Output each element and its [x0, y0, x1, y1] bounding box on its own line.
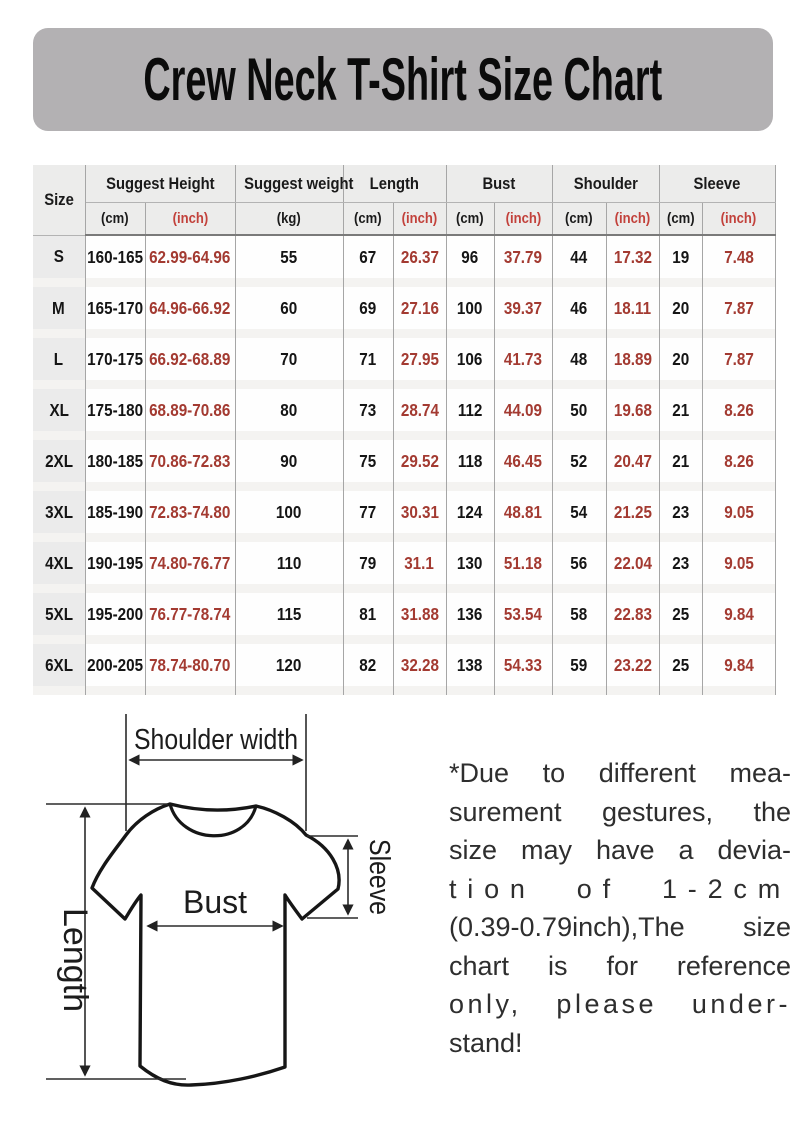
- table-cell: 27.95: [393, 338, 446, 389]
- table-cell: 19: [659, 235, 702, 287]
- table-cell: 118: [446, 440, 494, 491]
- table-cell: 58: [552, 593, 606, 644]
- table-body: [33, 235, 775, 695]
- column-header: Shoulder: [552, 165, 659, 203]
- size-cell: 6XL: [33, 644, 85, 695]
- table-cell: 23.22: [606, 644, 659, 695]
- table-cell: 106: [446, 338, 494, 389]
- table-cell: 72.83-74.80: [145, 491, 235, 542]
- table-cell: 67: [343, 235, 393, 287]
- column-header: Length: [343, 165, 446, 203]
- table-cell: 160-165: [85, 235, 145, 287]
- unit-header: (cm): [552, 203, 606, 236]
- size-table-container: [33, 165, 775, 695]
- table-cell: 37.79: [494, 235, 552, 287]
- table-cell: 21: [659, 440, 702, 491]
- table-cell: 23: [659, 491, 702, 542]
- table-row: [33, 491, 775, 542]
- unit-header: (inch): [145, 203, 235, 236]
- table-cell: 54.33: [494, 644, 552, 695]
- table-cell: 73: [343, 389, 393, 440]
- unit-header: (inch): [494, 203, 552, 236]
- table-row: [33, 593, 775, 644]
- table-row: [33, 644, 775, 695]
- table-cell: 80: [235, 389, 343, 440]
- table-cell: 9.84: [702, 644, 775, 695]
- table-cell: 17.32: [606, 235, 659, 287]
- bust-label: Bust: [182, 884, 248, 920]
- disclaimer-line: surement gestures, the: [449, 796, 791, 827]
- table-cell: 8.26: [702, 440, 775, 491]
- table-cell: 74.80-76.77: [145, 542, 235, 593]
- table-cell: 70: [235, 338, 343, 389]
- table-cell: 70.86-72.83: [145, 440, 235, 491]
- table-cell: 18.11: [606, 287, 659, 338]
- table-cell: 115: [235, 593, 343, 644]
- table-cell: 9.05: [702, 491, 775, 542]
- size-cell: 4XL: [33, 542, 85, 593]
- tshirt-diagram-svg: [18, 698, 448, 1122]
- table-cell: 21: [659, 389, 702, 440]
- table-cell: 19.68: [606, 389, 659, 440]
- table-cell: 66.92-68.89: [145, 338, 235, 389]
- table-cell: 52: [552, 440, 606, 491]
- table-cell: 195-200: [85, 593, 145, 644]
- table-cell: 100: [446, 287, 494, 338]
- tshirt-outline: [92, 804, 339, 1085]
- table-cell: 32.28: [393, 644, 446, 695]
- unit-header: (cm): [343, 203, 393, 236]
- size-cell: XL: [33, 389, 85, 440]
- table-cell: 46: [552, 287, 606, 338]
- table-cell: 31.88: [393, 593, 446, 644]
- table-cell: 51.18: [494, 542, 552, 593]
- disclaimer-line: chart is for reference: [449, 950, 791, 981]
- table-cell: 175-180: [85, 389, 145, 440]
- table-cell: 69: [343, 287, 393, 338]
- table-cell: 21.25: [606, 491, 659, 542]
- table-cell: 20: [659, 338, 702, 389]
- table-cell: 7.48: [702, 235, 775, 287]
- table-cell: 76.77-78.74: [145, 593, 235, 644]
- table-cell: 48.81: [494, 491, 552, 542]
- table-header: [33, 165, 775, 235]
- table-cell: 79: [343, 542, 393, 593]
- table-cell: 28.74: [393, 389, 446, 440]
- unit-header: (inch): [606, 203, 659, 236]
- table-cell: 71: [343, 338, 393, 389]
- table-row: [33, 338, 775, 389]
- sleeve-label: Sleeve: [363, 839, 395, 928]
- disclaimer-line: tion of 1-2cm: [449, 873, 791, 904]
- size-cell: 3XL: [33, 491, 85, 542]
- table-cell: 180-185: [85, 440, 145, 491]
- table-cell: 100: [235, 491, 343, 542]
- table-cell: 130: [446, 542, 494, 593]
- table-cell: 165-170: [85, 287, 145, 338]
- table-cell: 170-175: [85, 338, 145, 389]
- table-cell: 48: [552, 338, 606, 389]
- table-cell: 64.96-66.92: [145, 287, 235, 338]
- table-row: [33, 440, 775, 491]
- table-row: [33, 235, 775, 287]
- unit-header: (kg): [235, 203, 343, 236]
- table-cell: 23: [659, 542, 702, 593]
- disclaimer-note: [449, 754, 791, 1062]
- table-cell: 20.47: [606, 440, 659, 491]
- table-cell: 78.74-80.70: [145, 644, 235, 695]
- table-cell: 50: [552, 389, 606, 440]
- table-cell: 18.89: [606, 338, 659, 389]
- table-cell: 7.87: [702, 338, 775, 389]
- unit-header: (cm): [659, 203, 702, 236]
- table-cell: 96: [446, 235, 494, 287]
- table-cell: 54: [552, 491, 606, 542]
- size-cell: L: [33, 338, 85, 389]
- column-header: Sleeve: [659, 165, 775, 203]
- header-group-row: [33, 165, 775, 203]
- table-cell: 77: [343, 491, 393, 542]
- length-label: Length: [56, 908, 94, 1012]
- table-row: [33, 542, 775, 593]
- title-banner: [33, 28, 773, 131]
- table-cell: 26.37: [393, 235, 446, 287]
- table-cell: 60: [235, 287, 343, 338]
- table-cell: 75: [343, 440, 393, 491]
- table-cell: 112: [446, 389, 494, 440]
- table-cell: 46.45: [494, 440, 552, 491]
- table-cell: 20: [659, 287, 702, 338]
- table-cell: 55: [235, 235, 343, 287]
- table-cell: 22.83: [606, 593, 659, 644]
- table-cell: 9.05: [702, 542, 775, 593]
- table-cell: 22.04: [606, 542, 659, 593]
- table-cell: 25: [659, 644, 702, 695]
- table-cell: 8.26: [702, 389, 775, 440]
- table-cell: 7.87: [702, 287, 775, 338]
- shoulder-width-label: Shoulder width: [134, 724, 298, 756]
- table-cell: 136: [446, 593, 494, 644]
- table-cell: 41.73: [494, 338, 552, 389]
- disclaimer-line: stand!: [449, 1027, 523, 1058]
- table-cell: 31.1: [393, 542, 446, 593]
- page-title: Crew Neck T-Shirt Size Chart: [143, 46, 663, 113]
- table-row: [33, 389, 775, 440]
- disclaimer-line: (0.39-0.79inch),The size: [449, 912, 791, 942]
- disclaimer-line: size may have a devia-: [449, 835, 791, 865]
- table-cell: 29.52: [393, 440, 446, 491]
- table-cell: 39.37: [494, 287, 552, 338]
- table-cell: 120: [235, 644, 343, 695]
- table-cell: 185-190: [85, 491, 145, 542]
- table-cell: 138: [446, 644, 494, 695]
- disclaimer-line: *Due to different mea-: [449, 758, 791, 788]
- table-cell: 62.99-64.96: [145, 235, 235, 287]
- unit-header: (inch): [393, 203, 446, 236]
- size-cell: 5XL: [33, 593, 85, 644]
- table-row: [33, 287, 775, 338]
- table-cell: 44.09: [494, 389, 552, 440]
- table-cell: 56: [552, 542, 606, 593]
- table-cell: 27.16: [393, 287, 446, 338]
- unit-header: (cm): [85, 203, 145, 236]
- table-cell: 200-205: [85, 644, 145, 695]
- table-cell: 53.54: [494, 593, 552, 644]
- table-cell: 90: [235, 440, 343, 491]
- column-header: Bust: [446, 165, 552, 203]
- unit-header: (inch): [702, 203, 775, 236]
- size-table: [33, 165, 776, 695]
- column-header: Suggest Height: [85, 165, 235, 203]
- table-cell: 25: [659, 593, 702, 644]
- disclaimer-line: only, please under-: [449, 989, 791, 1019]
- size-cell: M: [33, 287, 85, 338]
- column-header: Size: [33, 165, 85, 235]
- table-cell: 59: [552, 644, 606, 695]
- size-cell: 2XL: [33, 440, 85, 491]
- column-header: Suggest weight: [235, 165, 343, 203]
- table-cell: 82: [343, 644, 393, 695]
- tshirt-measurement-diagram: [18, 698, 448, 1122]
- unit-header: (cm): [446, 203, 494, 236]
- table-cell: 124: [446, 491, 494, 542]
- header-unit-row: [33, 203, 775, 236]
- table-cell: 68.89-70.86: [145, 389, 235, 440]
- table-cell: 9.84: [702, 593, 775, 644]
- table-cell: 44: [552, 235, 606, 287]
- table-cell: 30.31: [393, 491, 446, 542]
- table-cell: 110: [235, 542, 343, 593]
- table-cell: 190-195: [85, 542, 145, 593]
- table-cell: 81: [343, 593, 393, 644]
- size-cell: S: [33, 235, 85, 287]
